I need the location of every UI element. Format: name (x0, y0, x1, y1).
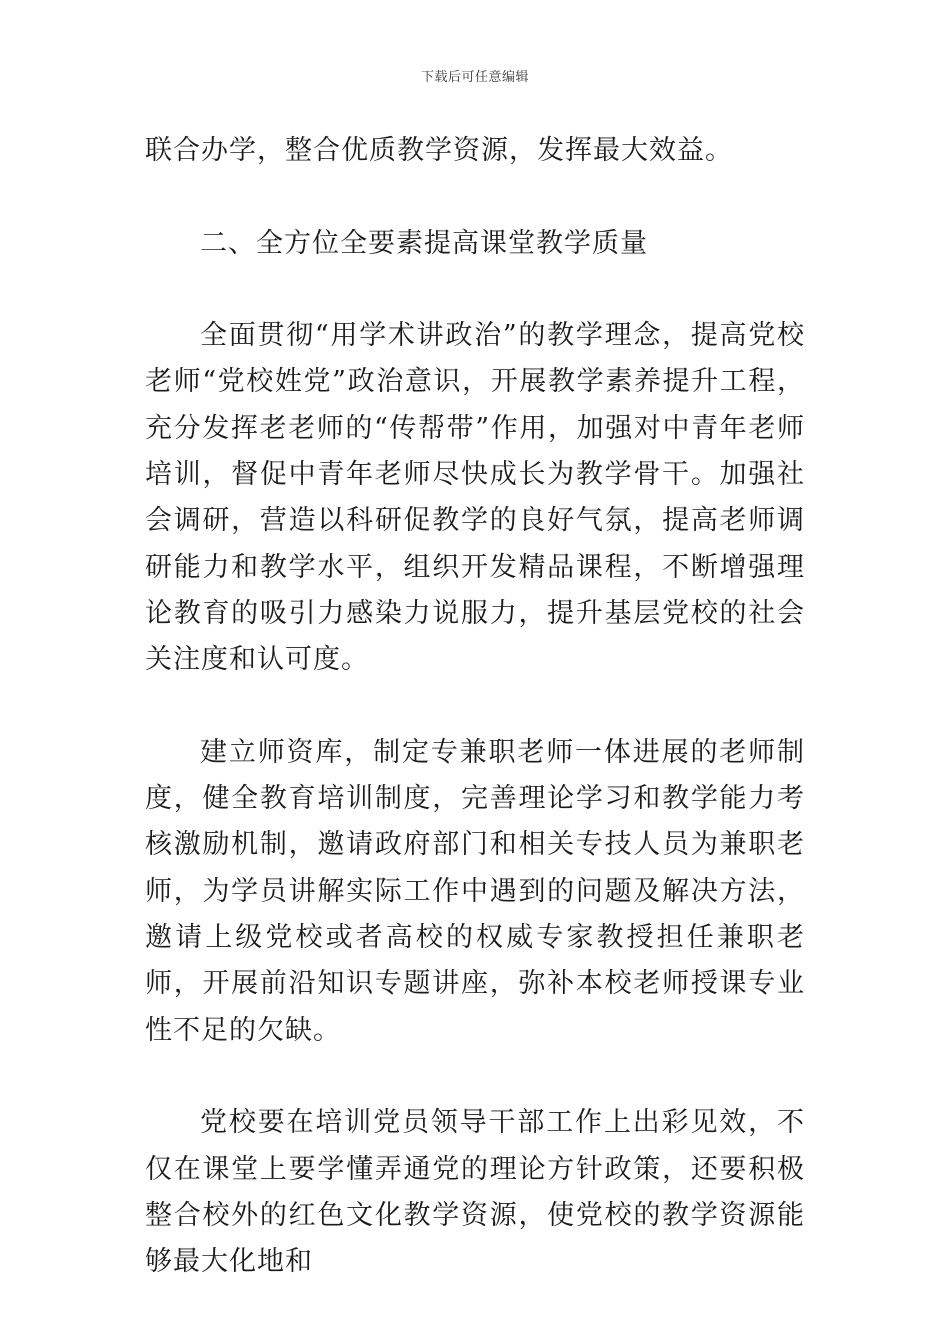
paragraph-gap (145, 1054, 805, 1100)
paragraph-teaching-quality: 全面贯彻“用学术讲政治”的教学理念，提高党校老师“党校姓党”政治意识，开展教学素养提升工程，充分发挥老老师的“传帮带”作用，加强对中青年老师培训，督促中青年老师尽快成长为教学骨干。加强社会调研，营造以科研促教学的良好气氛，提高老师调研能力和教学水平，组织开发精品课程，不断增强理论教育的吸引力感染力说服力，提升基层党校的社会关注度和认可度。 (145, 320, 805, 676)
paragraph-continuation: 联合办学，整合优质教学资源，发挥最大效益。 (145, 135, 733, 166)
section-heading: 二、全方位全要素提高课堂教学质量 (200, 227, 648, 259)
paragraph-faculty-pool: 建立师资库，制定专兼职老师一体进展的老师制度，健全教育培训制度，完善理论学习和教学能力考核激励机制，邀请政府部门和相关专技人员为兼职老师，为学员讲解实际工作中遇到的问题及解决方法，邀请上级党校或者高校的权威专家教授担任兼职老师，开展前沿知识专题讲座，弥补本校老师授课专业性不足的欠缺。 (145, 736, 805, 1046)
paragraph-gap (145, 174, 805, 220)
document-body (145, 128, 805, 1285)
header-note: 下载后可任意编辑 (420, 70, 529, 85)
paragraph-gap (145, 684, 805, 730)
paragraph-red-culture: 党校要在培训党员领导干部工作上出彩见效，不仅在课堂上要学懂弄通党的理论方针政策，还要积极整合校外的红色文化教学资源，使党校的教学资源能够最大化地和 (145, 1107, 805, 1278)
paragraph-gap (145, 267, 805, 313)
